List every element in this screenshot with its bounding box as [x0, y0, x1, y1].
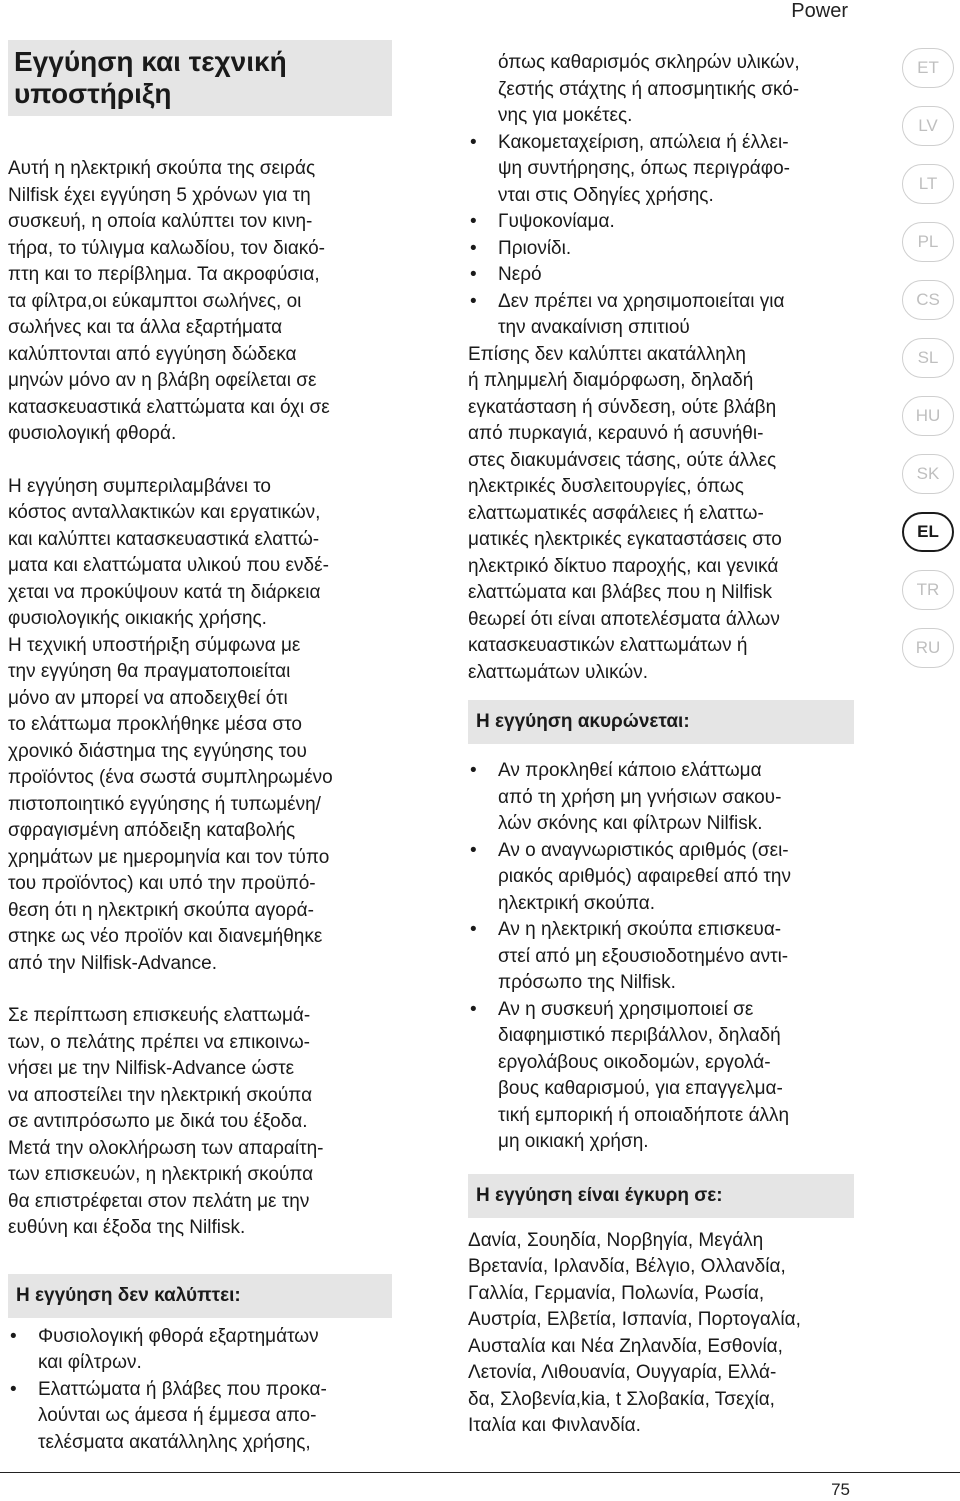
- warranty-intro-paragraph: Αυτή η ηλεκτρική σκούπα της σειράς Nilfisk έχει εγγύηση 5 χρόνων για τη συσκευή, η οποία καλύπτει τον κινη- τήρα, το τύλιγμα καλωδίου, τον διακό- πτη και το περίβλημα. Τα ακροφύσια, τα φίλτρα,οι εύκαμπτοι σωλήνες, οι σωλήνες και τα άλλα εξαρτήματα καλύπτονται από εγγύηση δώδεκα μηνών μόνο αν η βλάβη οφείλεται σε κατασκευαστικά ελαττώματα και όχι σε φυσιολογική φθορά.: [8, 158, 330, 444]
- language-tab-lt[interactable]: LT: [902, 164, 954, 204]
- warranty-void-heading: Η εγγύηση ακυρώνεται:: [468, 700, 854, 744]
- list-item: • Αν ο αναγνωριστικός αριθμός (σει- ριακός αριθμός) αφαιρεθεί από την ηλεκτρική σκούπα.: [470, 839, 791, 914]
- footer-divider: [0, 1472, 960, 1473]
- also-not-covered-paragraph: Επίσης δεν καλύπτει ακατάλληλη ή πλημμελή διαμόρφωση, δηλαδή εγκατάσταση ή σύνδεση, ούτε βλάβη από πυρκαγιά, κεραυνό ή ασυνήθι- στες διακυμάνσεις τάσης, ούτε άλλες ηλεκτρικές δυσλειτουργίες, όπως ελαττωματικές ασφάλειες ή ελαττω- ματικές ηλεκτρικές εγκαταστάσεις στο ηλεκτρικό δίκτυο παροχής, και γενικά ελαττώματα και βλάβες που η Nilfisk θεωρεί ότι είναι αποτελέσματα άλλων κατασκευαστικών ελαττωμάτων ή ελαττωμάτων υλικών.: [468, 343, 782, 683]
- bullet-icon: •: [470, 998, 477, 1020]
- not-covered-list-continued: [468, 130, 854, 342]
- language-tab-pl[interactable]: PL: [902, 222, 954, 262]
- list-item: • Αν η συσκευή χρησιμοποιεί σε διαφημιστικό περιβάλλον, δηλαδή εργολάβους οικοδομών, εργολά- βους καθαρισμού, για επαγγελμα- τική εμπορική ή οποιαδήποτε άλλη μη οικιακή χρήση.: [470, 998, 790, 1152]
- bullet-icon: •: [470, 839, 477, 861]
- language-nav: [902, 48, 958, 686]
- list-item: • Δεν πρέπει να χρησιμοποιείται για την ανακαίνιση σπιτιού: [470, 290, 785, 338]
- page-number: 75: [831, 1480, 850, 1499]
- warranty-coverage-paragraph: Η εγγύηση συμπεριλαμβάνει το κόστος ανταλλακτικών και εργατικών, και καλύπτει κατασκευαστικά ελαττώ- ματα και ελαττώματα υλικού που ενδέ- χεται να προκύψουν κατά τη διάρκεια φυσιολογικής οικιακής χρήσης. Η τεχνική υποστήριξη σύμφωνα με την εγγύηση θα πραγματοποιείται μόνο αν μπορεί να αποδειχθεί ότι το ελάττωμα προκλήθηκε μέσα στο χρονικό διάστημα της εγγύησης του προϊόντος (ένα σωστά συμπληρωμένο πιστοποιητικό εγγύησης ή τυπωμένη/ σφραγισμένη απόδειξη καταβολής χρημάτων με ημερομηνία και τον τύπο του προϊόντος) και υπό την προϋπό- θεση ότι η ηλεκτρική σκούπα αγορά- στηκε ως νέο προϊόν και διανεμήθηκε από την Nilfisk-Advance.: [8, 475, 333, 974]
- bullet-icon: •: [470, 131, 477, 153]
- list-item: • Φυσιολογική φθορά εξαρτημάτων και φίλτρων.: [10, 1325, 319, 1373]
- bullet-icon: •: [10, 1378, 17, 1400]
- repair-procedure-paragraph: Σε περίπτωση επισκευής ελαττωμά- των, ο πελάτης πρέπει να επικοινω- νήσει με την Nilfisk-Advance ώστε να αποστείλει την ηλεκτρική σκούπα σε αντιπρόσωπο με δικά του έξοδα. Μετά την ολοκλήρωση των απαραίτη- των επισκευών, η ηλεκτρική σκούπα θα επιστρέφεται στον πελάτη με την ευθύνη και έξοδα της Nilfisk.: [8, 1005, 324, 1238]
- language-tab-ru[interactable]: RU: [902, 628, 954, 668]
- left-column: [8, 40, 394, 1456]
- bullet-icon: •: [470, 919, 477, 940]
- continuation-text: όπως καθαρισμός σκληρών υλικών, ζεστής στάχτης ή αποσμητικής σκό- νης για μοκέτες.: [498, 52, 800, 126]
- bullet-icon: •: [470, 760, 477, 781]
- list-item: • Γυψοκονίαμα.: [468, 209, 854, 236]
- page-title: Εγγύηση και τεχνική υποστήριξη: [8, 40, 392, 116]
- list-item: • Αν προκληθεί κάποιο ελάττωμα από τη χρήση μη γνήσιων σακου- λών σκόνης και φίλτρων Nilfisk.: [470, 760, 782, 834]
- warranty-void-list: [468, 758, 854, 1156]
- not-covered-list: [8, 1324, 394, 1457]
- right-column: [468, 50, 854, 1440]
- language-tab-cs[interactable]: CS: [902, 280, 954, 320]
- list-item: • Κακομεταχείριση, απώλεια ή έλλει- ψη συντήρησης, όπως περιγράφο- νται στις Οδηγίες χρήσης.: [470, 131, 790, 206]
- language-tab-et[interactable]: ET: [902, 48, 954, 88]
- list-item: • Πριονίδι.: [468, 236, 854, 263]
- list-item: • Νερό: [468, 262, 854, 289]
- bullet-icon: •: [470, 237, 477, 259]
- warranty-valid-heading: Η εγγύηση είναι έγκυρη σε:: [468, 1174, 854, 1218]
- list-item: • Ελαττώματα ή βλάβες που προκα- λούνται ως άμεσα ή έμμεσα απο- τελέσματα ακατάλληλης χρήσης,: [10, 1378, 327, 1453]
- list-item: • Αν η ηλεκτρική σκούπα επισκευα- στεί από μη εξουσιοδοτημένο αντι- πρόσωπο της Nilfisk.: [470, 919, 789, 993]
- bullet-icon: •: [470, 290, 477, 312]
- language-tab-lv[interactable]: LV: [902, 106, 954, 146]
- bullet-icon: •: [470, 264, 477, 285]
- language-tab-el[interactable]: EL: [902, 512, 954, 552]
- language-tab-tr[interactable]: TR: [902, 570, 954, 610]
- language-tab-hu[interactable]: HU: [902, 396, 954, 436]
- bullet-icon: •: [470, 211, 477, 232]
- language-tab-sk[interactable]: SK: [902, 454, 954, 494]
- valid-countries-paragraph: Δανία, Σουηδία, Νορβηγία, Μεγάλη Βρετανία, Ιρλανδία, Βέλγιο, Ολλανδία, Γαλλία, Γερμανία, Πολωνία, Ρωσία, Αυστρία, Ελβετία, Ισπανία, Πορτογαλία, Αυσταλία και Νέα Ζηλανδία, Εσθονία, Λετονία, Λιθουανία, Ουγγαρία, Ελλά- δα, Σλοβενία,kia, t Σλοβακία, Τσεχία, Ιταλία και Φινλανδία.: [468, 1229, 801, 1436]
- not-covered-heading: Η εγγύηση δεν καλύπτει:: [8, 1274, 392, 1318]
- language-tab-sl[interactable]: SL: [902, 338, 954, 378]
- bullet-icon: •: [10, 1325, 17, 1347]
- header-label: Power: [791, 0, 848, 22]
